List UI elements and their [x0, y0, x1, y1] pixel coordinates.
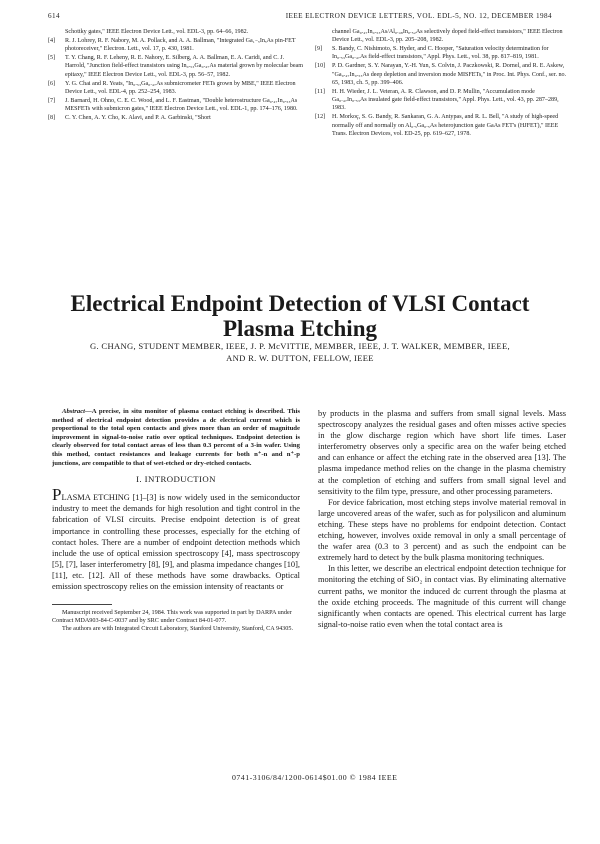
page-number: 614 [48, 12, 60, 20]
body-left-column [52, 408, 300, 632]
reference-item: [12] H. Morkoç, S. G. Bandy, R. Sankaran, G. A. Antypas, and R. L. Bell, "A study of high-speed normally off and normally on Al₀.₅Ga₀.₅As heterojunction gate GaAs FET's (HJFET)," IEEE Trans. Electron Devices, vol. ED-25, pp. 619–627, 1978. [315, 114, 559, 137]
reference-item: [8] C. Y. Chen, A. Y. Cho, K. Alavi, and P. A. Garbinski, "Short [48, 114, 211, 121]
abstract-text: —A precise, in situ monitor of plasma contact etching is described. This method of electrical endpoint detection provides a dc electrical current which is proportional to the total open contacts and gives more than an order of magnitude improvement in signal-to-noise ratio over optical techniques. Endpoint detection is clearly observed for total contact areas of less than 0.3 percent of a 3-in wafer. Using this method, contact resistances and leakage currents for both n⁺-n and n⁺-p junctions, are compatible to that of wet-etched or dry-etched contacts. [52, 408, 300, 467]
copyright-line: 0741-3106/84/1200-0614$01.00 © 1984 IEEE [232, 773, 398, 782]
reference-item: [5] T. Y. Chang, R. F. Leheny, R. E. Nahory, E. Silberg, A. A. Ballman, E. A. Caridi, and C. J. Harrold, "Junction field-effect transistors using In₀.₅₃Ga₀.₄₇As material grown by molecular beam epitaxy," IEEE Electron Device Lett., vol. EDL-3, pp. 56–57, 1982. [48, 55, 303, 78]
running-header [48, 12, 552, 24]
reference-item: channel Ga₀.₄₇In₀.₅₃As/Al₀.₄₈In₀.₅₂As selectively doped field-effect transistors," IEEE Electron Device Lett., vol. EDL-3, pp. 205–208, 1982. [332, 29, 563, 44]
section-heading: I. INTRODUCTION [136, 474, 216, 485]
author-block [60, 340, 540, 364]
reference-item: [9] S. Bandy, C. Nishimoto, S. Hyder, and C. Hooper, "Saturation velocity determination for In₀.₅₃Ga₀.₄₇As field-effect transistors," Appl. Phys. Lett., vol. 38, pp. 817–819, 1981. [315, 46, 549, 61]
reference-item: [11] H. H. Wieder, J. L. Veteran, A. R. Clawson, and D. P. Mullin, "Accumulation mode Ga₀.₄₇In₀.₅₃As insulated gate field-effect transistors," Appl. Phys. Lett., vol. 43, pp. 287–289, 1983. [315, 88, 559, 112]
body-paragraph: by products in the plasma and suffers from small signal levels. Mass spectroscopy analyzes the residual gases and often misses active species in the glow discharge region which have short life times. Laser interferometry observes only a specific area on the wafer being etched and can enhance or affect the etching rate in the observed area [13]. The plasma impedance method relies on the change in the plasma chemistry at the completion of etching and suffers from small signal level and sensitivity to the film type, pressure, and other processing parameters. [318, 409, 566, 496]
abstract [52, 408, 300, 468]
reference-item: [6] Y. G. Chai and R. Yeats, "In₀.₅₃Ga₀.₄₇As submicrometer FETs grown by MBE," IEEE Electron Device Lett., vol. EDL-4, pp. 252–254, 1983. [48, 80, 296, 95]
reference-item: [4] R. J. Lohrey, R. F. Nabory, M. A. Pollack, and A. A. Ballman, "Integrated Ga₁₋ₓInₓAs pin-FET photoreceiver," Electron. Lett., vol. 17, p. 430, 1981. [48, 37, 296, 53]
body-paragraph: For device fabrication, most etching steps involve material removal in large uncovered areas of the wafer, such as for polysilicon and aluminum etching. These steps have no problems for endpoint detection. Contact etching, however, involves oxide removal in only a small percentage of the wafer area (0.3 to 3 percent) and as such the endpoint can be extremely hard to detect by the bulk plasma monitoring techniques. [318, 497, 566, 563]
footnote: Manuscript received September 24, 1984. This work was supported in part by DARPA under Contract MDA903-84-C-0037 and by SRC under Contract 84-01-077. [52, 609, 292, 624]
footnote: The authors are with Integrated Circuit Laboratory, Stanford University, Stanford, CA 94305. [62, 624, 293, 632]
footnote-divider [52, 604, 112, 605]
reference-item: Schottky gates," IEEE Electron Device Lett., vol. EDL-3, pp. 64–66, 1982. [65, 29, 249, 35]
abstract-label: Abstract [62, 408, 86, 415]
authors-line: AND R. W. DUTTON, FELLOW, IEEE [226, 353, 374, 363]
body-right-column [318, 408, 566, 630]
authors-line: G. CHANG, STUDENT MEMBER, IEEE, J. P. McVITTIE, MEMBER, IEEE, J. T. WALKER, MEMBER, IEEE, [90, 341, 510, 351]
body-paragraph: In this letter, we describe an electrical endpoint detection technique for monitoring the etching of SiO₂ in contact vias. By eliminating alternative current paths, we monitor the induced dc current through the plasma at the oxide etching proceeds. The magnitude of this current will change significantly when contacts are opened. This electrical current has large signal-to-noise ratio even when the total contact area is [318, 564, 566, 629]
references-left-column [48, 28, 303, 123]
article-title: Electrical Endpoint Detection of VLSI Contact Plasma Etching [70, 291, 530, 342]
reference-item: [7] J. Barnard, H. Ohno, C. E. C. Wood, and L. F. Eastman, "Double heterostructure Ga₀.₄₇In₀.₅₃As MESFETs with submicron gates," IEEE Electron Device Lett., vol. EDL-1, pp. 174–176, 1980. [48, 97, 298, 113]
drop-cap: P [52, 485, 62, 505]
reference-item: [10] P. D. Gardner, S. Y. Narayan, Y.-H. Yun, S. Colvin, J. Paczkowski, R. Dornel, and R. E. Askew, "Ga₀.₄₇In₀.₅₃As deep depletion and inversion mode MISFETs," in Proc. Int. Phys. Conf., ser. no. 65, 1983, ch. 5, pp. 399–406. [315, 63, 567, 86]
journal-line: IEEE ELECTRON DEVICE LETTERS, VOL. EDL-5, NO. 12, DECEMBER 1984 [285, 12, 552, 20]
references-right-column [315, 28, 570, 139]
intro-paragraph: PLASMA ETCHING [1]–[3] is now widely used in the semiconductor industry to meet the demands for high resolution and tight control in the fabrication of VLSI circuits. Precise endpoint detection is of great importance in controlling these processes, especially for the etching of contact holes. There are a number of endpoint detection methods which include the use of optical emission spectroscopy [4], mass spectroscopy [5], [7], laser interferometry [8], [9], and plasma impedance changes [10], [11], etc. [12]. All of these methods have some drawbacks. Optical emission spectroscopy relies on the emission intensity of reactants or [52, 485, 300, 591]
